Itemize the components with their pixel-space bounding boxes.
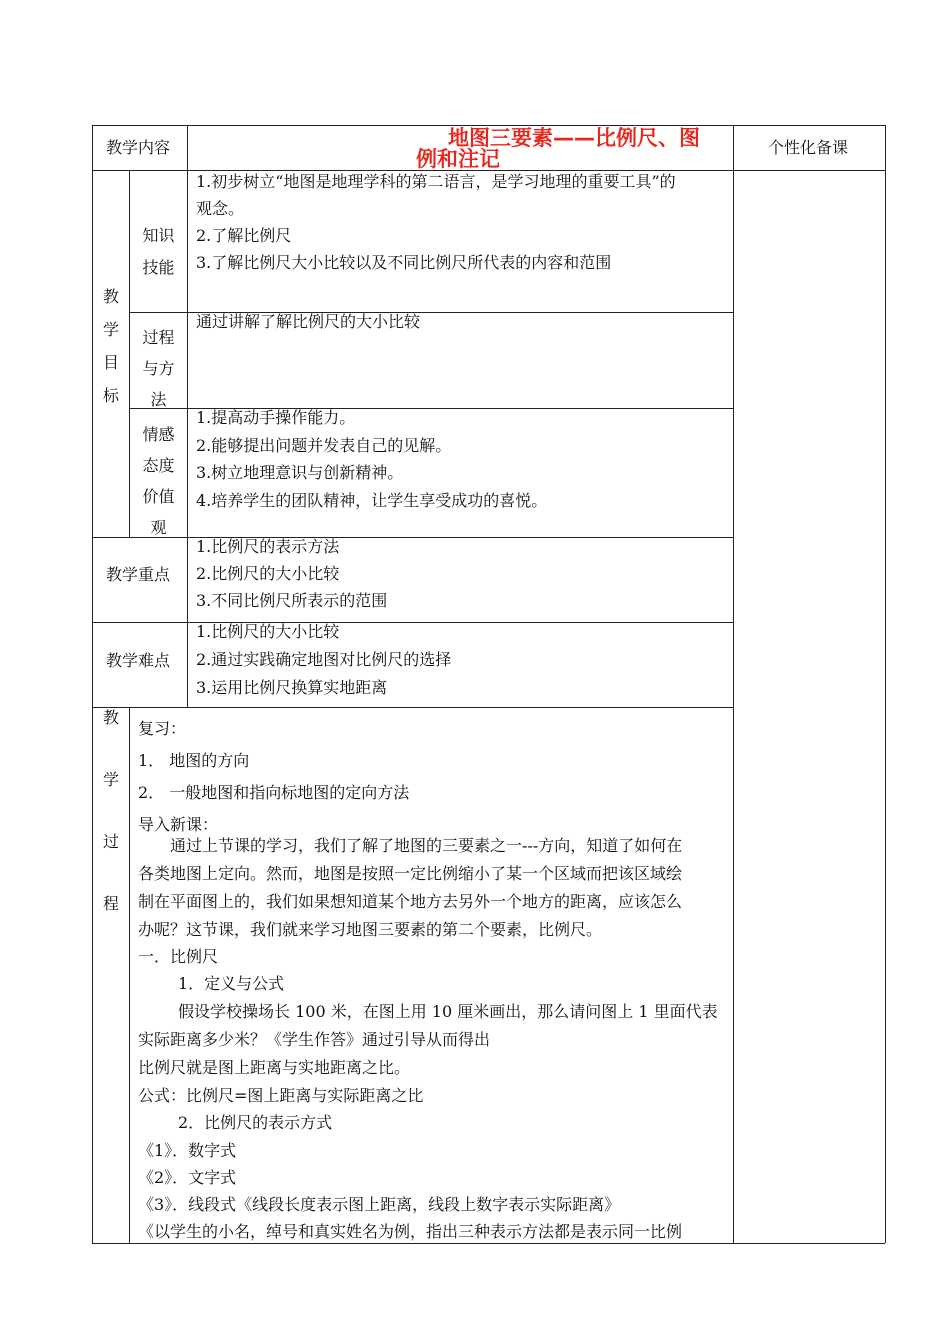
page-title-line2: 例和注记 <box>416 147 500 171</box>
process-label-char: 程 <box>102 894 119 913</box>
emotion-values-label <box>130 419 187 543</box>
key-point-item: 2.比例尺的大小比较 <box>196 564 340 583</box>
process-line: 《2》．文字式 <box>138 1168 237 1187</box>
teaching-process-label <box>93 708 129 914</box>
emotion-label-line: 情感 <box>142 425 175 444</box>
process-line: 《以学生的小名，绰号和真实姓名为例，指出三种表示方法都是表示同一比例 <box>138 1222 683 1241</box>
process-line: 1． 地图的方向 <box>138 751 250 770</box>
process-line: 2． 一般地图和指向标地图的定向方法 <box>138 783 410 802</box>
process-method-text: 通过讲解了解比例尺的大小比较 <box>196 312 421 331</box>
emotion-label-line: 价值 <box>142 487 175 506</box>
process-label-char: 教 <box>102 708 119 727</box>
objectives-label <box>93 280 129 412</box>
key-point-item: 1.比例尺的表示方法 <box>196 537 340 556</box>
process-line: 《3》．线段式《线段长度表示图上距离，线段上数字表示实际距离》 <box>138 1195 621 1214</box>
process-label-divider <box>129 707 130 1243</box>
knowledge-label-line: 知识 <box>142 226 175 245</box>
process-line: 比例尺就是图上距离与实地距离之比。 <box>138 1058 411 1077</box>
process-label-line: 与方 <box>142 359 175 378</box>
objectives-label-char: 目 <box>102 353 119 372</box>
emotion-item: 4.培养学生的团队精神，让学生享受成功的喜悦。 <box>196 491 548 510</box>
emotion-item: 1.提高动手操作能力。 <box>196 408 356 427</box>
process-line: 假设学校操场长 100 米，在图上用 10 厘米画出，那么请问图上 1 里面代表 <box>178 1002 718 1021</box>
knowledge-skills-label <box>130 220 187 284</box>
knowledge-label-line: 技能 <box>142 258 175 277</box>
process-method-label <box>130 322 187 415</box>
knowledge-item: 3.了解比例尺大小比较以及不同比例尺所代表的内容和范围 <box>196 253 612 272</box>
key-point-item: 3.不同比例尺所表示的范围 <box>196 591 388 610</box>
process-label-char: 学 <box>102 770 119 789</box>
process-line: 制在平面图上的，我们如果想知道某个地方去另外一个地方的距离，应该怎么 <box>138 892 683 911</box>
table-border-right <box>885 125 886 1243</box>
objectives-label-char: 教 <box>102 287 119 306</box>
objectives-label-char: 标 <box>102 386 119 405</box>
difficulties-label: 教学难点 <box>106 651 171 670</box>
objectives-keypoints-divider <box>92 537 733 538</box>
process-line: 2．比例尺的表示方式 <box>178 1113 333 1132</box>
keypoints-difficulties-divider <box>92 622 733 623</box>
knowledge-item: 观念。 <box>196 199 245 218</box>
key-points-label: 教学重点 <box>106 565 171 584</box>
difficulties-process-divider <box>92 707 733 708</box>
process-line: 各类地图上定向。然而，地图是按照一定比例缩小了某一个区域而把该区域绘 <box>138 864 683 883</box>
process-line: 通过上节课的学习，我们了解了地图的三要素之一---方向，知道了如何在 <box>170 836 683 855</box>
process-line: 复习： <box>138 719 187 738</box>
emotion-item: 2.能够提出问题并发表自己的见解。 <box>196 436 452 455</box>
difficulty-item: 3.运用比例尺换算实地距离 <box>196 678 388 697</box>
process-label-char: 过 <box>102 832 119 851</box>
personal-prep-label: 个性化备课 <box>768 138 849 157</box>
process-line: 导入新课： <box>138 815 219 834</box>
difficulty-item: 1.比例尺的大小比较 <box>196 622 340 641</box>
emotion-label-line: 观 <box>150 518 167 537</box>
knowledge-item: 2.了解比例尺 <box>196 226 292 245</box>
emotion-item: 3.树立地理意识与创新精神。 <box>196 463 404 482</box>
emotion-label-line: 态度 <box>142 456 175 475</box>
page-title-line1: 地图三要素——比例尺、图 <box>448 126 700 150</box>
content-label: 教学内容 <box>106 138 171 157</box>
process-line: 一．比例尺 <box>138 947 219 966</box>
table-border-bottom <box>92 1243 885 1244</box>
difficulty-item: 2.通过实践确定地图对比例尺的选择 <box>196 650 452 669</box>
process-label-line: 法 <box>150 390 167 409</box>
content-column-divider <box>187 125 188 707</box>
process-line: 公式：比例尺=图上距离与实际距离之比 <box>138 1086 424 1105</box>
personal-column-divider <box>733 125 734 1243</box>
objectives-label-char: 学 <box>102 320 119 339</box>
process-line: 办呢？这节课，我们就来学习地图三要素的第二个要素，比例尺。 <box>138 920 603 939</box>
process-line: 实际距离多少米？《学生作答》通过引导从而得出 <box>138 1030 491 1049</box>
process-line: 1．定义与公式 <box>178 974 285 993</box>
knowledge-item: 1.初步树立“地图是地理学科的第二语言，是学习地理的重要工具”的 <box>196 172 676 191</box>
process-line: 《1》．数字式 <box>138 1141 237 1160</box>
process-label-line: 过程 <box>142 328 175 347</box>
